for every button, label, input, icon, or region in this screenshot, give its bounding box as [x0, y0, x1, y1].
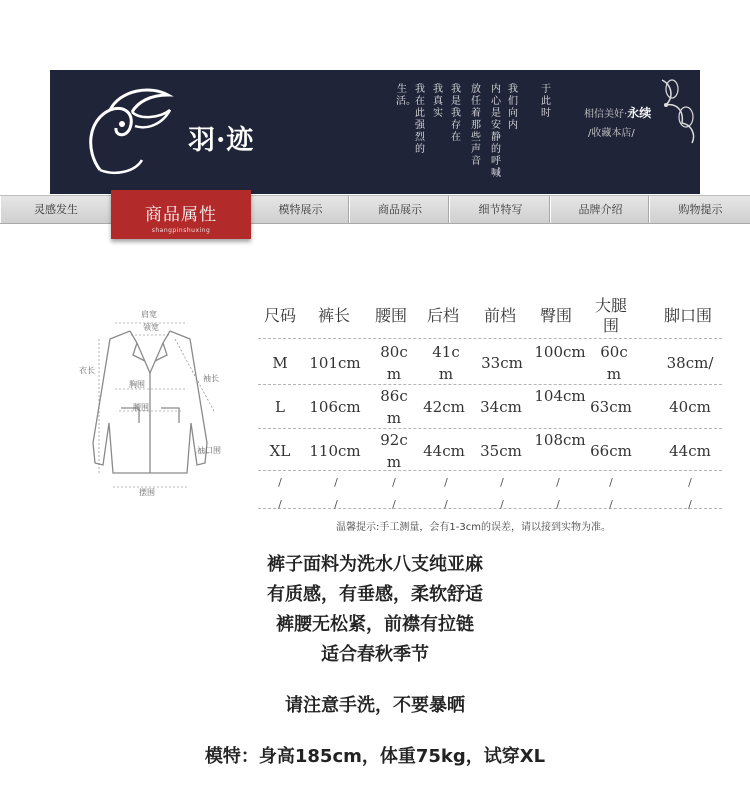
header-hip: 臀围	[539, 306, 572, 325]
cell-front-rise: 35cm	[480, 442, 522, 460]
empty-cell: /	[444, 498, 448, 511]
cell-size: XL	[269, 442, 291, 460]
cell-pants-length: 106cm	[309, 398, 361, 416]
cell-front-rise: 33cm	[481, 354, 523, 372]
nav-item-details[interactable]: 细节特写	[449, 196, 551, 223]
cell-size: M	[272, 354, 288, 372]
cell-hip: 108cm	[534, 431, 586, 449]
cell-hip: 104cm	[534, 387, 586, 405]
empty-cell: /	[556, 498, 560, 511]
nav-active-label: 商品属性	[145, 205, 217, 225]
label-cuff: 袖口围	[197, 446, 221, 455]
nav-item-product-attributes[interactable]	[111, 190, 251, 239]
nav-item-shopping-tips[interactable]: 购物提示	[649, 196, 750, 223]
poem-line: 于此时	[541, 84, 551, 119]
cell-back-rise: 44cm	[423, 442, 465, 460]
empty-cell: /	[278, 498, 282, 511]
description-line: 裤腰无松紧，前襟有拉链	[276, 614, 474, 635]
cell-thigh: 63cm	[590, 398, 632, 416]
shop-banner	[50, 70, 700, 194]
description-line: 裤子面料为洗水八支纯亚麻	[267, 554, 483, 575]
empty-cell: /	[688, 498, 692, 511]
label-length: 衣长	[79, 366, 95, 375]
cell-thigh: 66cm	[590, 442, 632, 460]
header-waist: 腰围	[374, 306, 407, 325]
nav-item-inspiration[interactable]: 灵感发生	[0, 196, 111, 223]
measurement-note: 温馨提示:手工测量，会有1-3cm的误差，请以接到实物为准。	[336, 522, 611, 533]
header-front-rise: 前档	[483, 306, 516, 325]
header-thigh: 大腿围	[594, 296, 627, 335]
row-divider	[258, 338, 722, 339]
cell-pants-length: 110cm	[309, 442, 361, 460]
header-back-rise: 后档	[426, 306, 459, 325]
empty-cell: /	[609, 498, 613, 511]
poem-line: 我是 我存在	[451, 84, 461, 143]
poem-line: 内心是安静的呼喊	[491, 84, 501, 179]
label-hem: 摆围	[139, 488, 155, 497]
poem-line: 生活。	[396, 84, 416, 107]
poem-line: 我真实	[433, 84, 443, 119]
empty-cell: /	[278, 476, 282, 489]
empty-cell: /	[392, 498, 396, 511]
nav-active-sub: shangpinshuxing	[151, 227, 211, 234]
poem-line: 我们向内	[508, 84, 518, 131]
header-hem: 脚口围	[663, 306, 712, 325]
header-size: 尺码	[263, 306, 296, 325]
label-waist: 腰围	[133, 403, 149, 412]
description-line: 适合春秋季节	[321, 644, 429, 665]
description-line: 有质感，有垂感，柔软舒适	[267, 584, 483, 605]
cell-waist: 86cm	[380, 387, 408, 427]
empty-cell: /	[334, 498, 338, 511]
label-shoulder: 肩宽	[141, 310, 157, 319]
slogan-highlight: 永续	[627, 106, 652, 120]
row-divider	[258, 428, 722, 429]
row-divider	[258, 384, 722, 385]
nav-item-brand-intro[interactable]: 品牌介绍	[550, 196, 650, 223]
empty-cell: /	[688, 476, 692, 489]
cell-hem: 44cm	[669, 442, 711, 460]
nav-item-product-display[interactable]: 商品展示	[349, 196, 450, 223]
cell-waist: 92cm	[380, 431, 408, 471]
empty-cell: /	[444, 476, 448, 489]
row-divider	[258, 470, 722, 471]
cell-front-rise: 34cm	[480, 398, 522, 416]
cell-back-rise: 42cm	[423, 398, 465, 416]
label-chest: 胸围	[129, 380, 145, 389]
cell-size: L	[275, 398, 285, 416]
favorite-shop-link[interactable]: /收藏本店/	[588, 128, 635, 139]
cell-pants-length: 101cm	[309, 354, 361, 372]
poem-line: 放任着那些声音	[471, 84, 481, 167]
empty-cell: /	[500, 476, 504, 489]
cell-waist: 80cm	[380, 343, 408, 383]
cell-hem: 38cm/	[666, 354, 714, 372]
care-instruction: 请注意手洗，不要暴晒	[285, 695, 465, 716]
coat-size-diagram	[75, 303, 240, 498]
slogan-prefix: 相信美好·	[584, 109, 628, 120]
empty-cell: /	[500, 498, 504, 511]
brand-name: 羽·迹	[188, 125, 255, 156]
cell-hem: 40cm	[669, 398, 711, 416]
label-collar: 领宽	[143, 323, 159, 332]
cell-back-rise: 41cm	[432, 343, 460, 383]
empty-cell: /	[609, 476, 613, 489]
model-info: 模特：身高185cm，体重75kg，试穿XL	[204, 746, 546, 767]
slogan	[584, 104, 651, 121]
cell-thigh: 60cm	[600, 343, 628, 383]
brand-logo-icon	[80, 80, 175, 180]
empty-cell: /	[334, 476, 338, 489]
empty-cell: /	[392, 476, 396, 489]
flower-icon	[652, 75, 700, 145]
cell-hip: 100cm	[534, 343, 586, 361]
poem-line: 我在此强烈的	[415, 84, 425, 155]
nav-item-model-display[interactable]: 模特展示	[250, 196, 350, 223]
header-pants-length: 裤长	[317, 306, 350, 325]
empty-cell: /	[556, 476, 560, 489]
label-sleeve: 袖长	[203, 374, 219, 383]
